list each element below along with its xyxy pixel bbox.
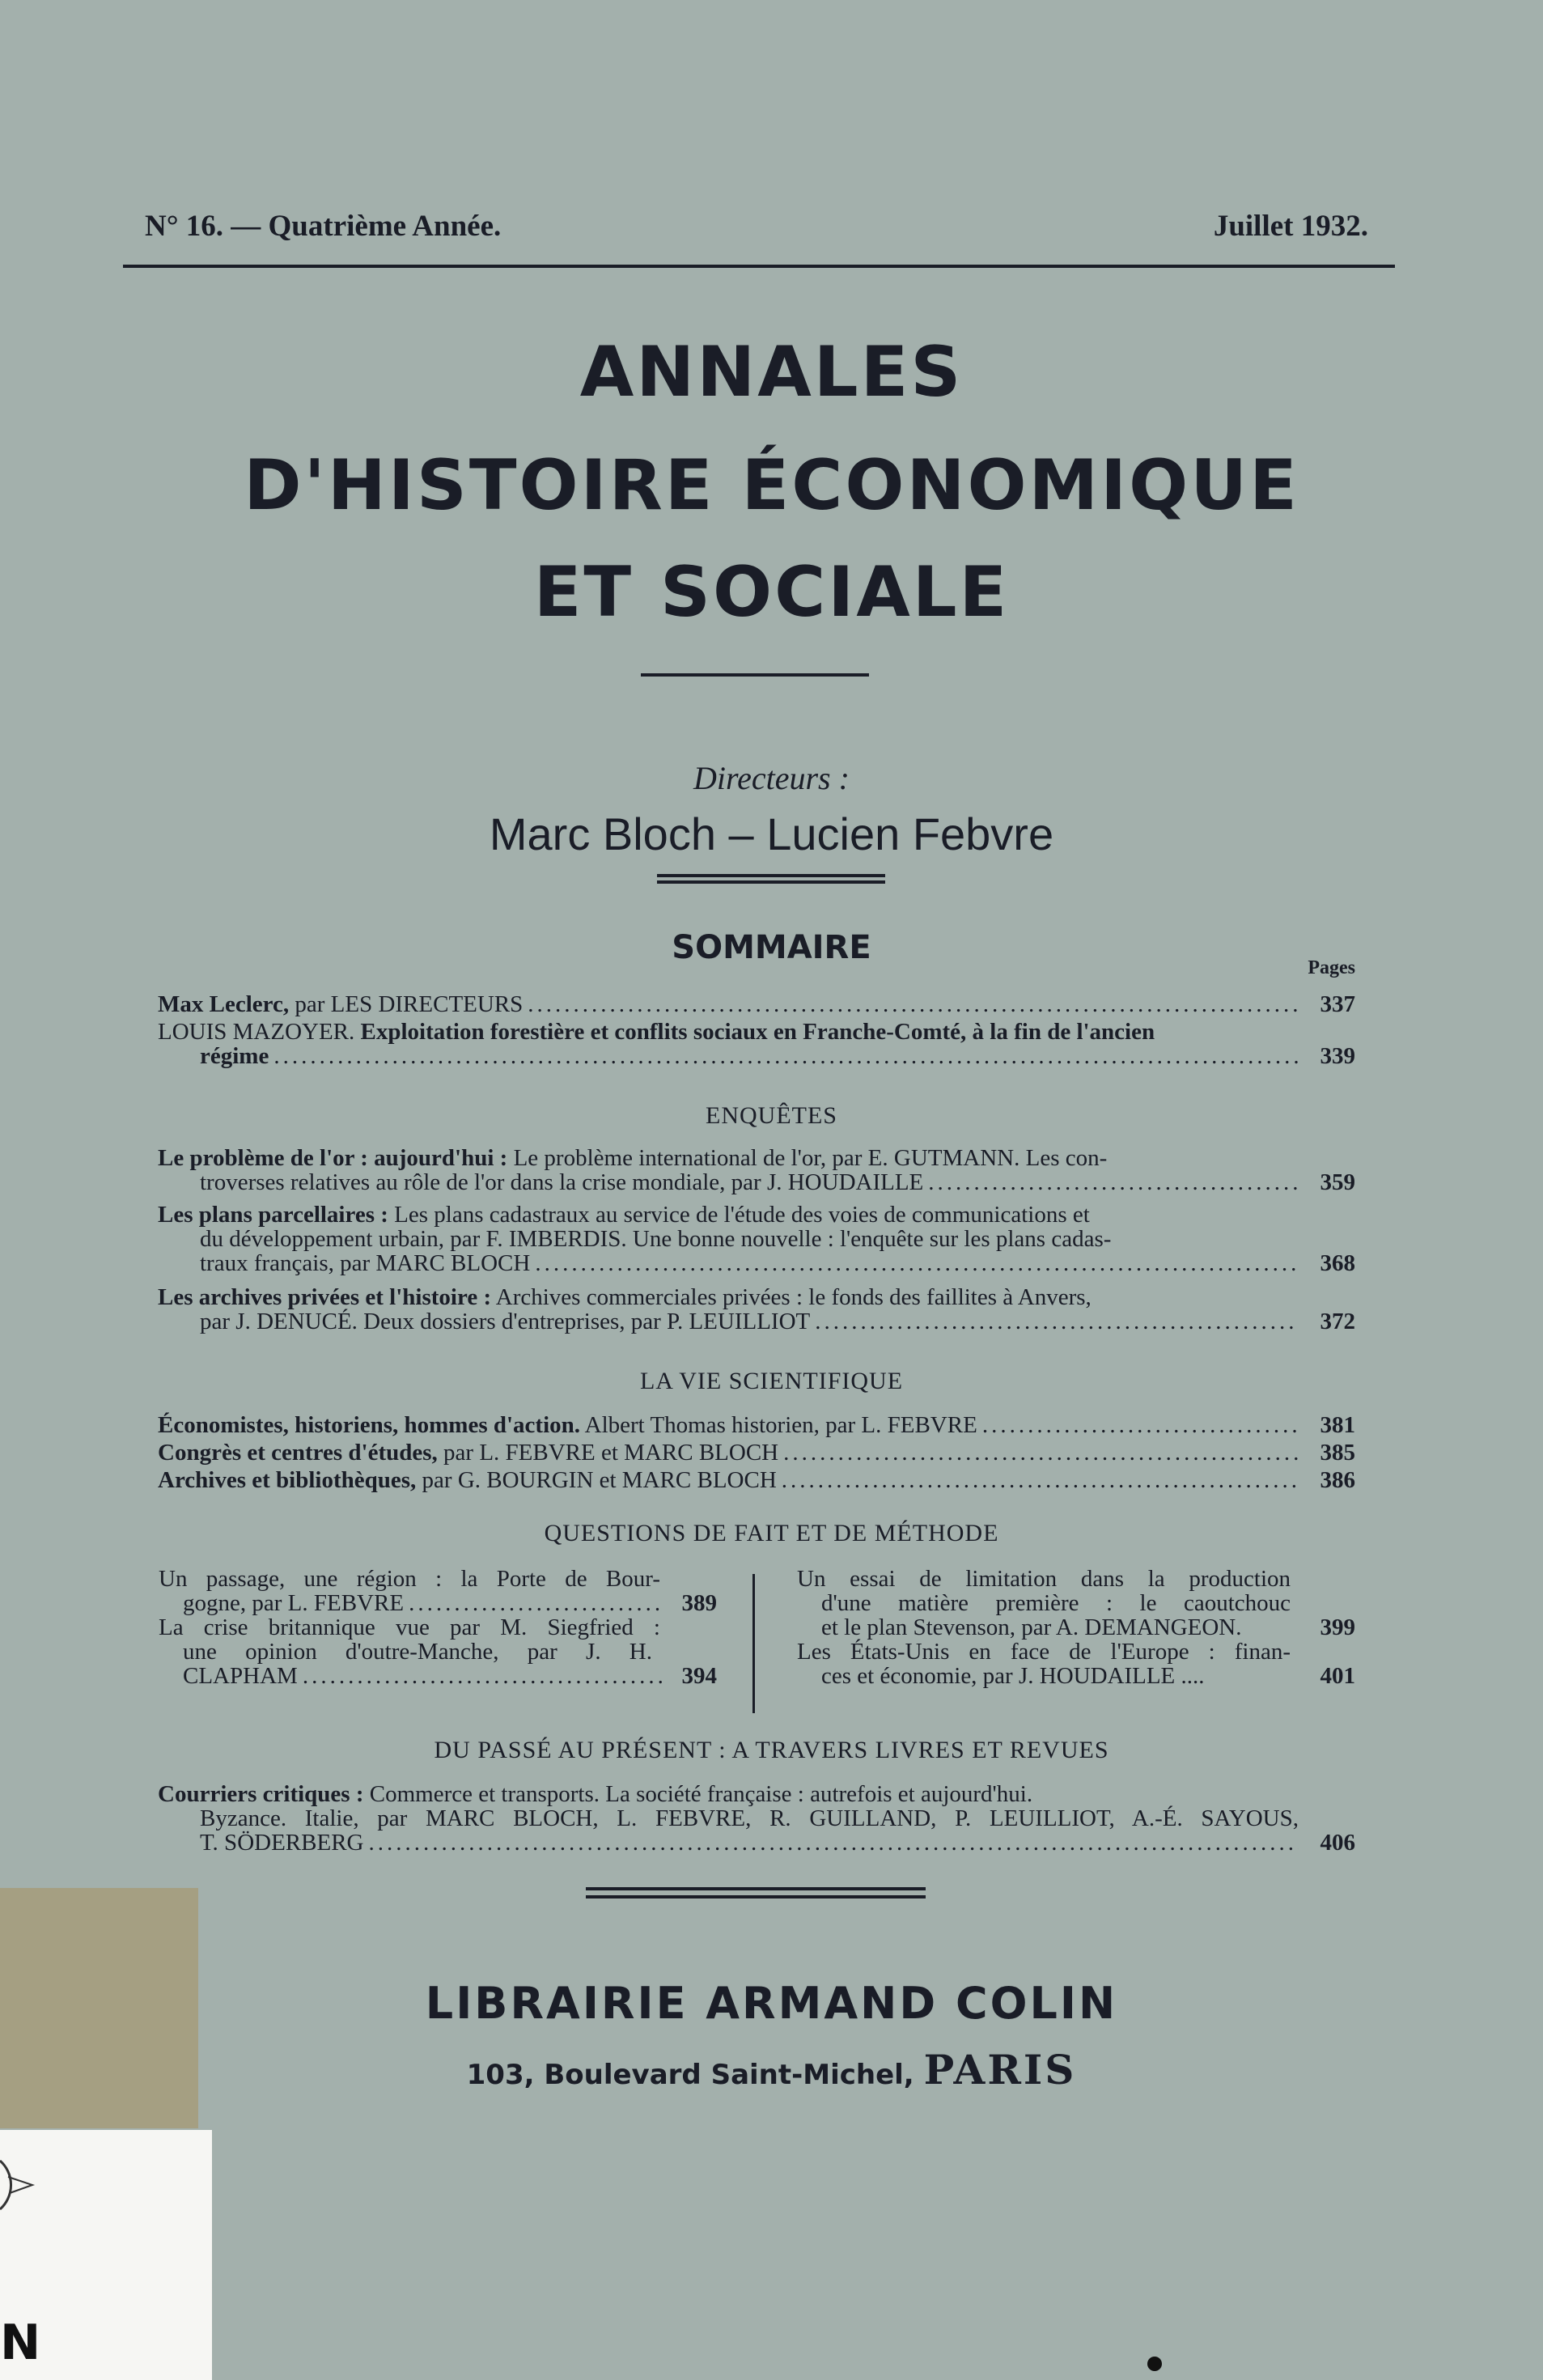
toc-text: et le plan Stevenson, par A. DEMANGEON. [821, 1614, 1242, 1640]
toc-page: 386 [1320, 1467, 1355, 1493]
publisher-street: 103, Boulevard Saint-Michel, [466, 2059, 924, 2091]
leader-dots [782, 1468, 1299, 1492]
toc-author: Max Leclerc, [158, 991, 290, 1017]
directors-label: Directeurs : [693, 760, 850, 796]
toc-entry [158, 1413, 1355, 1437]
leader-dots [535, 1251, 1299, 1275]
toc-page: 368 [1320, 1250, 1355, 1276]
toc-entry [158, 1285, 1355, 1334]
directors-names: Marc Bloch – Lucien Febvre [489, 808, 1054, 859]
toc-page: 385 [1320, 1440, 1355, 1466]
toc-page: 394 [681, 1663, 717, 1689]
library-sticker-tan [0, 1888, 198, 2128]
leader-dots [368, 1831, 1299, 1855]
toc-entry [158, 1782, 1355, 1855]
toc-text: Archives commerciales privées : le fonds des faillites à Anvers, [491, 1284, 1092, 1310]
publisher-city: PARIS [923, 2046, 1077, 2094]
toc-text: Byzance. Italie, par MARC BLOCH, L. FEBVRE, R. GUILLAND, P. LEUILLIOT, A.-É. SAYOUS, [200, 1805, 1299, 1831]
toc-lead: Le problème de l'or : aujourd'hui : [158, 1145, 508, 1171]
toc-text: régime [200, 1043, 269, 1069]
toc-text: Un essai de limitation dans la production [797, 1566, 1291, 1592]
leader-dots [928, 1170, 1299, 1194]
section-heading-vie-scientifique: LA VIE SCIENTIFIQUE [639, 1368, 904, 1394]
header-rule [123, 265, 1395, 268]
toc-text: gogne, par L. FEBVRE [183, 1590, 405, 1616]
section-heading-enquetes: ENQUÊTES [706, 1102, 837, 1129]
footer-double-rule [586, 1887, 926, 1898]
title-divider [641, 673, 869, 677]
toc-text: troverses relatives au rôle de l'or dans la crise mondiale, par J. HOUDAILLE [200, 1169, 924, 1195]
leader-dots [273, 1044, 1299, 1068]
toc-entry [158, 1468, 1355, 1492]
questions-left-column [159, 1567, 717, 1688]
toc-text: traux français, par MARC BLOCH [200, 1250, 531, 1276]
leader-dots [982, 1413, 1299, 1437]
toc-text: ces et économie, par J. HOUDAILLE .... [821, 1663, 1205, 1689]
toc-text: Les plans cadastraux au service de l'étude des voies de communications et [388, 1202, 1090, 1228]
toc-text: Un passage, une région : la Porte de Bour- [159, 1566, 660, 1592]
toc-page: 337 [1320, 991, 1355, 1017]
library-sticker-letter: N [0, 2314, 41, 2371]
toc-lead: Les plans parcellaires : [158, 1202, 388, 1228]
toc-text: T. SÖDERBERG [200, 1830, 364, 1856]
toc-text: par L. FEBVRE et MARC BLOCH [437, 1440, 779, 1466]
toc-text: La crise britannique vue par M. Siegfried : [159, 1614, 660, 1640]
toc-text: du développement urbain, par F. IMBERDIS. Une bonne nouvelle : l'enquête sur les plans cadas- [200, 1226, 1112, 1252]
toc-entry [158, 1020, 1355, 1068]
toc-text: par LES DIRECTEURS [289, 991, 524, 1017]
toc-page: 406 [1320, 1830, 1355, 1856]
toc-page: 401 [1320, 1663, 1355, 1689]
column-divider [752, 1574, 755, 1713]
toc-text: Le problème international de l'or, par E. GUTMANN. Les con- [507, 1145, 1108, 1171]
toc-lead: Archives et bibliothèques, [158, 1467, 417, 1493]
questions-right-column [797, 1567, 1355, 1688]
toc-lead: Courriers critiques : [158, 1781, 364, 1807]
issue-header [123, 209, 1395, 249]
section-heading-questions: QUESTIONS DE FAIT ET DE MÉTHODE [544, 1520, 999, 1546]
library-seal-icon [0, 2153, 49, 2217]
section-heading-passe-present: DU PASSÉ AU PRÉSENT : A TRAVERS LIVRES ET REVUES [434, 1737, 1109, 1763]
toc-text: par G. BOURGIN et MARC BLOCH [416, 1467, 777, 1493]
leader-dots [528, 992, 1299, 1016]
toc-page: 372 [1320, 1309, 1355, 1334]
publisher-address [0, 2046, 1543, 2094]
toc-text: Albert Thomas historien, par L. FEBVRE [580, 1412, 977, 1438]
toc-entry [158, 992, 1355, 1016]
journal-title-line-1: ANNALES [579, 332, 964, 413]
toc-entry [158, 1203, 1355, 1275]
leader-dots [409, 1591, 663, 1615]
publisher-name: LIBRAIRIE ARMAND COLIN [425, 1978, 1118, 2029]
toc-author: LOUIS MAZOYER. [158, 1019, 355, 1045]
toc-text: Les États-Unis en face de l'Europe : finan- [797, 1639, 1291, 1665]
toc-text: d'une matière première : le caoutchouc [821, 1590, 1291, 1616]
toc-lead: Les archives privées et l'histoire : [158, 1284, 492, 1310]
directors-double-rule [657, 874, 885, 884]
toc-page: 359 [1320, 1169, 1355, 1195]
journal-title-line-3: ET SOCIALE [533, 552, 1010, 633]
toc-text: Commerce et transports. La société française : autrefois et aujourd'hui. [363, 1781, 1033, 1807]
toc-page: 389 [681, 1590, 717, 1616]
toc-page: 339 [1320, 1043, 1355, 1069]
toc-entry [158, 1146, 1355, 1194]
toc-lead: Congrès et centres d'études, [158, 1440, 438, 1466]
toc-text: CLAPHAM [183, 1663, 298, 1689]
sommaire-heading: SOMMAIRE [672, 929, 871, 966]
toc-text: Exploitation forestière et conflits sociaux en Franche-Comté, à la fin de l'ancien [354, 1019, 1155, 1045]
toc-entry [158, 1440, 1355, 1465]
leader-dots [815, 1309, 1299, 1334]
leader-dots [783, 1440, 1299, 1465]
issue-number: N° 16. — Quatrième Année. [145, 210, 502, 243]
pages-column-label: Pages [1308, 957, 1355, 978]
toc-page: 399 [1320, 1614, 1355, 1640]
journal-title-line-2: D'HISTOIRE ÉCONOMIQUE [244, 445, 1299, 526]
leader-dots [303, 1664, 663, 1688]
toc-text: par J. DENUCÉ. Deux dossiers d'entreprises, par P. LEUILLIOT [200, 1309, 811, 1334]
toc-page: 381 [1320, 1412, 1355, 1438]
toc-text: une opinion d'outre-Manche, par J. H. [183, 1639, 652, 1665]
toc-lead: Économistes, historiens, hommes d'action. [158, 1412, 580, 1438]
issue-date: Juillet 1932. [1213, 210, 1368, 243]
ink-dot-icon [1147, 2357, 1162, 2371]
